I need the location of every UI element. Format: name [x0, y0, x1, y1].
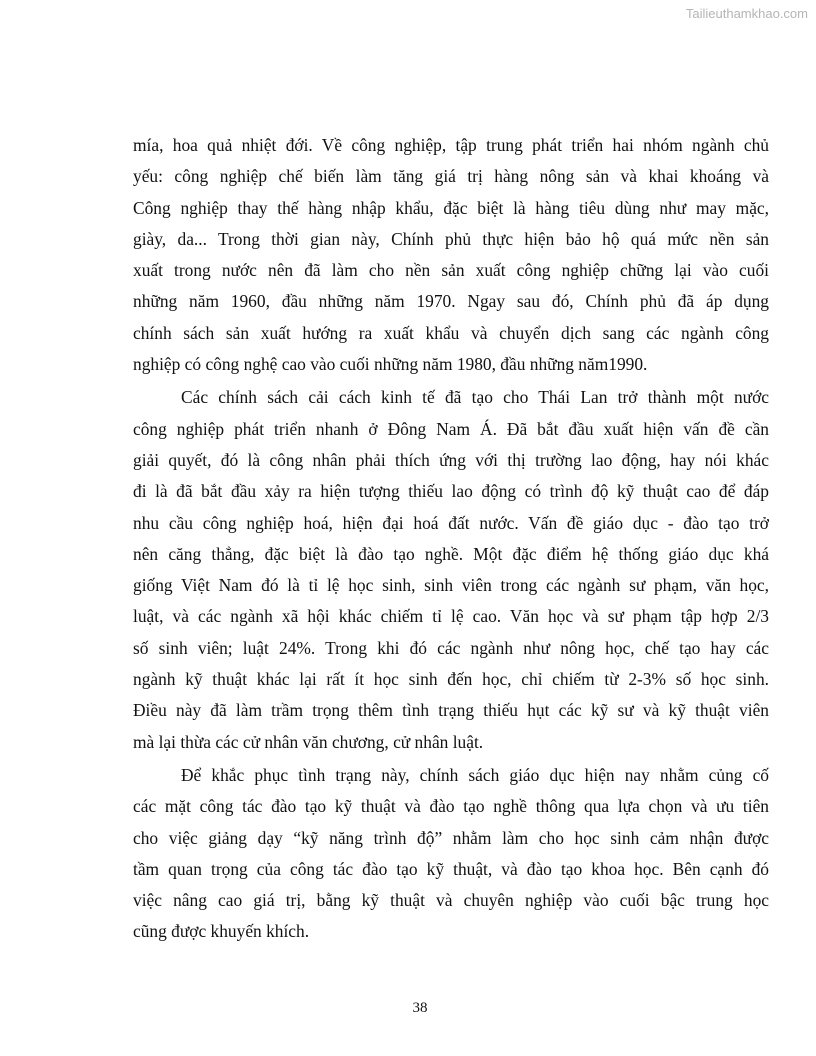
text-line: cũng được khuyến khích.: [133, 921, 310, 942]
document-body: [133, 130, 769, 950]
text-line: ngành kỹ thuật khác lại rất ít học sinh đến học, chỉ chiếm từ 2-3% số học sinh.: [133, 669, 769, 690]
text-line: cho việc giảng dạy “kỹ năng trình độ” nhằm làm cho học sinh cảm nhận được: [133, 827, 769, 848]
watermark: Tailieuthamkhao.com: [685, 6, 808, 21]
text-line: nên căng thẳng, đặc biệt là đào tạo nghề. Một đặc điểm hệ thống giáo dục khá: [133, 543, 769, 564]
text-line: yếu: công nghiệp chế biến làm tăng giá trị hàng nông sản và khai khoáng và: [133, 166, 769, 187]
text-line: Điều này đã làm trầm trọng thêm tình trạng thiếu hụt các kỹ sư và kỹ thuật viên: [133, 700, 769, 721]
text-line: đi là đã bắt đầu xảy ra hiện tượng thiếu lao động có trình độ kỹ thuật cao để đáp: [133, 481, 769, 502]
text-line: tầm quan trọng của công tác đào tạo kỹ thuật, và đào tạo khoa học. Bên cạnh đó: [133, 858, 769, 879]
text-line: nhu cầu công nghiệp hoá, hiện đại hoá đất nước. Vấn đề giáo dục - đào tạo trở: [133, 512, 769, 533]
text-line: những năm 1960, đầu những năm 1970. Ngay sau đó, Chính phủ đã áp dụng: [133, 291, 769, 312]
text-line: giống Việt Nam đó là tỉ lệ học sinh, sinh viên trong các ngành sư phạm, văn học,: [133, 575, 769, 596]
text-line: giải quyết, đó là công nhân phải thích ứng với thị trường lao động, hay nói khác: [133, 449, 769, 470]
text-line: Các chính sách cải cách kinh tế đã tạo cho Thái Lan trở thành một nước: [181, 387, 769, 408]
text-line: Công nghiệp thay thế hàng nhập khẩu, đặc biệt là hàng tiêu dùng như may mặc,: [133, 197, 769, 218]
text-line: xuất trong nước nên đã làm cho nền sản xuất công nghiệp chững lại vào cuối: [133, 260, 769, 281]
paragraph: [133, 382, 769, 758]
text-line: mía, hoa quả nhiệt đới. Về công nghiệp, tập trung phát triển hai nhóm ngành chủ: [133, 135, 769, 155]
paragraph: [133, 760, 769, 948]
paragraph: [133, 130, 769, 380]
text-line: việc nâng cao giá trị, bằng kỹ thuật và chuyên nghiệp vào cuối bậc trung học: [133, 890, 769, 911]
page-number: 38: [412, 1000, 428, 1016]
text-line: mà lại thừa các cử nhân văn chương, cử nhân luật.: [133, 731, 484, 752]
text-line: chính sách sản xuất hướng ra xuất khẩu và chuyển dịch sang các ngành công: [133, 322, 769, 343]
text-line: nghiệp có công nghệ cao vào cuối những năm 1980, đầu những năm1990.: [133, 354, 648, 375]
text-line: giày, da... Trong thời gian này, Chính phủ thực hiện bảo hộ quá mức nền sản: [133, 228, 769, 249]
text-line: Để khắc phục tình trạng này, chính sách giáo dục hiện nay nhằm củng cố: [181, 764, 769, 785]
text-line: luật, và các ngành xã hội khác chiếm tỉ lệ cao. Văn học và sư phạm tập hợp 2/3: [133, 606, 769, 627]
text-line: công nghiệp phát triển nhanh ở Đông Nam Á. Đã bắt đầu xuất hiện vấn đề cần: [133, 418, 769, 439]
text-line: các mặt công tác đào tạo kỹ thuật và đào tạo nghề thông qua lựa chọn và ưu tiên: [133, 796, 769, 817]
text-line: số sinh viên; luật 24%. Trong khi đó các ngành như nông học, chế tạo hay các: [133, 637, 769, 658]
